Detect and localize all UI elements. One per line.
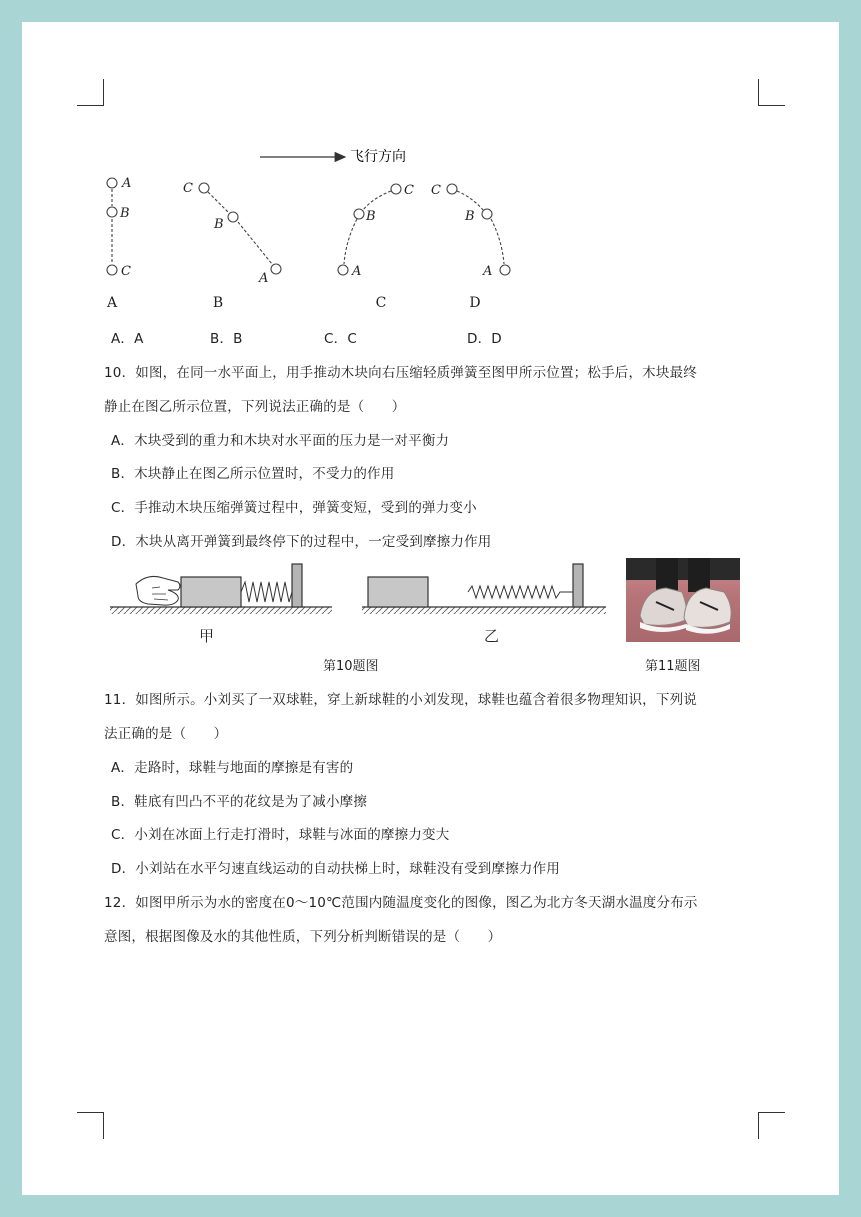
point-label: A (352, 264, 362, 279)
q9-option-a: A．A (111, 331, 144, 347)
trajectory-b (199, 183, 281, 274)
q11-sneaker-photo (626, 558, 740, 642)
q10-figure-jia (108, 558, 338, 618)
q11-stem-line1: 11．如图所示。小刘买了一双球鞋，穿上新球鞋的小刘发现，球鞋也蕴含着很多物理知识，下列说 (104, 692, 697, 708)
point-label: B (366, 209, 376, 224)
q9-trajectory-figure (95, 140, 535, 315)
q12-stem-line2: 意图，根据图像及水的其他性质，下列分析判断错误的是（ ） (104, 929, 502, 945)
q11-option-d: D．小刘站在水平匀速直线运动的自动扶梯上时，球鞋没有受到摩擦力作用 (111, 861, 560, 877)
q11-option-b: B．鞋底有凹凸不平的花纹是为了减小摩擦 (111, 794, 368, 810)
point-label: B (214, 217, 224, 232)
q10-option-a: A．木块受到的重力和木块对水平面的压力是一对平衡力 (111, 433, 450, 449)
crop-mark-top-left (77, 79, 104, 106)
crop-mark-bottom-left (77, 1112, 104, 1139)
q10-option-b: B．木块静止在图乙所示位置时，不受力的作用 (111, 466, 395, 482)
q10-figure-caption: 第10题图 (323, 659, 379, 674)
q12-stem-line1: 12．如图甲所示为水的密度在0～10℃范围内随温度变化的图像，图乙为北方冬天湖水温度分布示 (104, 895, 698, 911)
point-label: A (122, 176, 132, 191)
diagram-tag: A (106, 295, 118, 311)
q10-stem-line1: 10．如图，在同一水平面上，用手推动木块向右压缩轻质弹簧至图甲所示位置；松手后，木块最终 (104, 365, 697, 381)
point-label: C (404, 183, 414, 198)
q11-stem-line2: 法正确的是（ ） (104, 726, 228, 742)
point-label: C (183, 181, 193, 196)
diagram-tag: D (469, 295, 481, 311)
diagram-tag: C (375, 295, 387, 311)
q10-option-c: C．手推动木块压缩弹簧过程中，弹簧变短，受到的弹力变小 (111, 500, 477, 516)
q9-option-c: C．C (324, 331, 357, 347)
q11-option-c: C．小刘在冰面上行走打滑时，球鞋与冰面的摩擦力变大 (111, 827, 450, 843)
point-label: B (465, 209, 475, 224)
q9-option-d: D．D (467, 331, 502, 347)
flight-direction-label: 飞行方向 (350, 149, 406, 165)
q11-option-a: A．走路时，球鞋与地面的摩擦是有害的 (111, 760, 354, 776)
point-label: C (121, 264, 131, 279)
q10-option-d: D．木块从离开弹簧到最终停下的过程中，一定受到摩擦力作用 (111, 534, 492, 550)
q10-figure-yi (360, 558, 610, 618)
trajectory-c (338, 184, 401, 275)
trajectory-a (107, 178, 117, 275)
figure-label-yi: 乙 (484, 627, 500, 645)
q11-figure-caption: 第11题图 (645, 659, 701, 674)
crop-mark-top-right (758, 79, 785, 106)
figure-label-jia: 甲 (199, 627, 215, 645)
diagram-tag: B (212, 295, 224, 311)
q9-option-b: B．B (210, 331, 243, 347)
point-label: B (120, 206, 130, 221)
point-label: A (259, 271, 269, 286)
crop-mark-bottom-right (758, 1112, 785, 1139)
point-label: C (431, 183, 441, 198)
q10-stem-line2: 静止在图乙所示位置，下列说法正确的是（ ） (104, 399, 406, 415)
trajectory-d (447, 184, 510, 275)
point-label: A (483, 264, 493, 279)
sneaker-illustration (626, 558, 740, 642)
